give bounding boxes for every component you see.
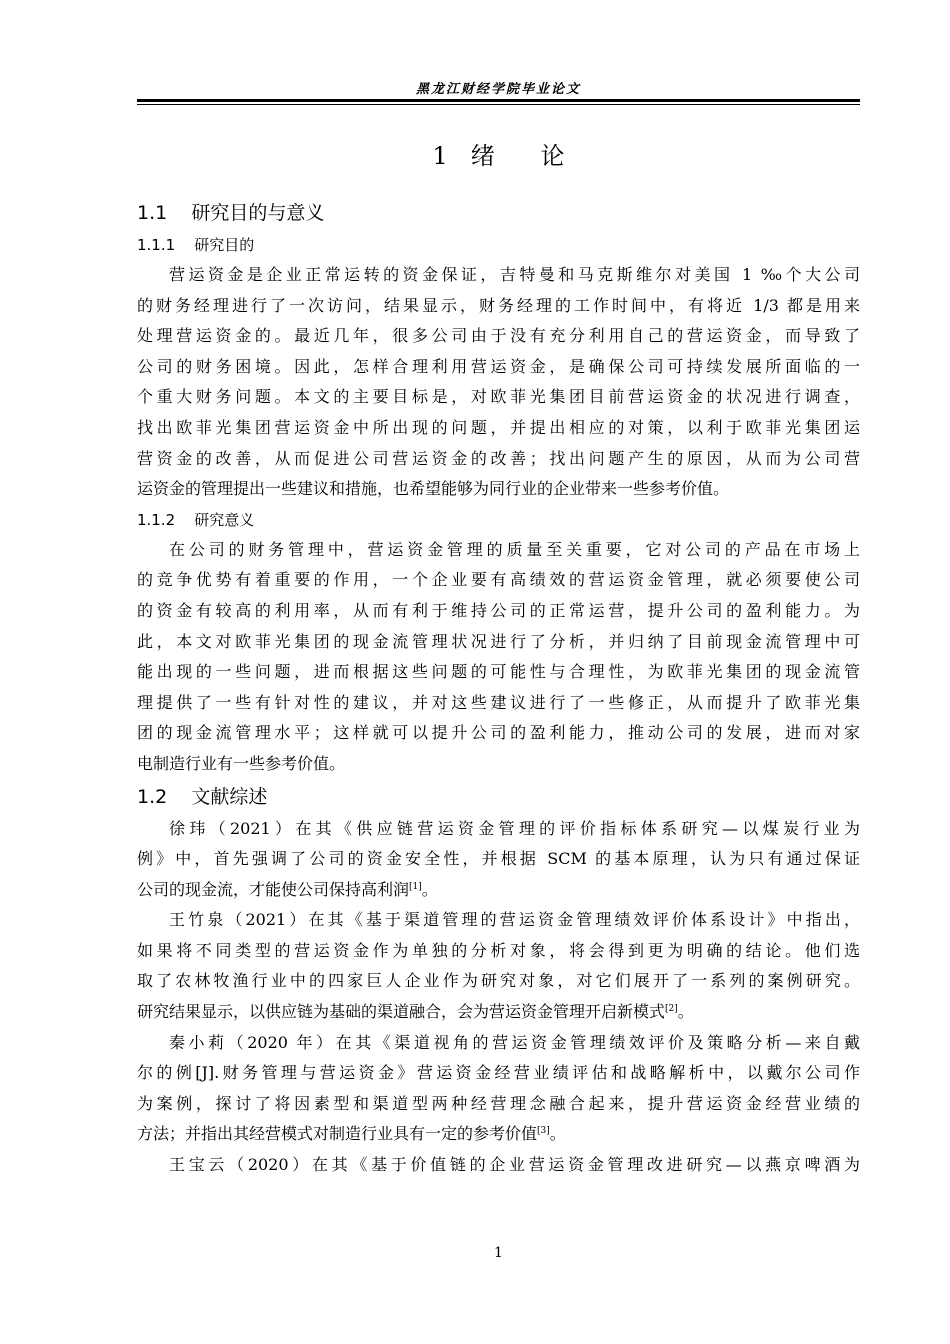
paragraph-line [137, 1119, 860, 1150]
paragraph-text: 方法；并指出其经营模式对制造行业具有一定的参考价值 [137, 1124, 538, 1144]
header-rule-thin [137, 104, 860, 105]
section-heading-1-1: 1.1 研究目的与意义 [137, 202, 325, 224]
header-rule-thick [137, 99, 860, 102]
section-heading-1-2: 1.2 文献综述 [137, 785, 268, 808]
paragraph-line: 王宝云（2020）在其《基于价值链的企业营运资金管理改进研究—以燕京啤酒为 [169, 1155, 860, 1175]
paragraph-line [137, 875, 860, 906]
paragraph-text: 。 [421, 879, 438, 899]
chapter-title: 1 绪 论 [432, 142, 565, 170]
paragraph-line: 如果将不同类型的营运资金作为单独的分析对象，将会得到更为明确的结论。他们选 [137, 940, 860, 960]
running-header: 黑龙江财经学院毕业论文 [415, 82, 581, 97]
paragraph-literature-xu [137, 814, 860, 906]
paragraph-literature-qin [137, 1028, 860, 1150]
paragraph-line: 营运资金是企业正常运转的资金保证，吉特曼和马克斯维尔对美国 1 ‰个大公司 [169, 265, 860, 284]
paragraph-line: 营资金的改善，从而促进公司营运资金的改善；找出问题产生的原因，从而为公司营 [137, 448, 860, 468]
paragraph-line: 取了农林牧渔行业中的四家巨人企业作为研究对象，对它们展开了一系列的案例研究。 [137, 971, 860, 991]
citation-ref: [3] [537, 1126, 550, 1137]
section-heading-1-1-1: 1.1.1 研究目的 [137, 236, 255, 254]
paragraph-line: 电制造行业有一些参考价值。 [137, 753, 346, 773]
paragraph-text: 。 [549, 1124, 566, 1144]
paragraph-line [137, 997, 860, 1028]
paragraph-line: 找出欧菲光集团营运资金中所出现的问题，并提出相应的对策，以利于欧菲光集团运 [137, 417, 860, 437]
paragraph-text: 公司的现金流，才能使公司保持高利润 [137, 879, 410, 899]
citation-ref: [1] [409, 881, 422, 892]
paragraph-line: 的财务经理进行了一次访问，结果显示，财务经理的工作时间中，有将近 1/3 都是用来 [137, 295, 860, 315]
paragraph-line: 在公司的财务管理中，营运资金管理的质量至关重要，它对公司的产品在市场上 [169, 539, 860, 559]
citation-ref: [2] [665, 1004, 678, 1015]
paragraph-line: 运资金的管理提出一些建议和措施，也希望能够为同行业的企业带来一些参考价值。 [137, 479, 730, 499]
document-body [137, 196, 860, 1181]
paragraph-line: 的竞争优势有着重要的作用，一个企业要有高绩效的营运资金管理，就必须要使公司 [137, 570, 860, 590]
paragraph-line: 尔的例[J].财务管理与营运资金》营运资金经营业绩评估和战略解析中，以戴尔公司作 [137, 1063, 860, 1083]
document-page [137, 0, 860, 1344]
paragraph-line: 公司的财务困境。因此，怎样合理利用营运资金，是确保公司可持续发展所面临的一 [137, 356, 860, 376]
paragraph-line: 团的现金流管理水平；这样就可以提升公司的盈利能力，推动公司的发展，进而对家 [137, 723, 860, 743]
paragraph-line: 能出现的一些问题，进而根据这些问题的可能性与合理性，为欧菲光集团的现金流管 [137, 662, 860, 682]
paragraph-literature-wang-zhuquan [137, 905, 860, 1027]
paragraph-text: 研究结果显示，以供应链为基础的渠道融合，会为营运资金管理开启新模式 [137, 1002, 666, 1022]
page-number: 1 [494, 1245, 503, 1261]
paragraph-line: 秦小莉（2020 年）在其《渠道视角的营运资金管理绩效评价及策略分析—来自戴 [169, 1032, 860, 1052]
paragraph-research-significance [137, 535, 860, 780]
paragraph-research-purpose [137, 260, 860, 505]
paragraph-line: 理提供了一些有针对性的建议，并对这些建议进行了一些修正，从而提升了欧菲光集 [137, 692, 860, 712]
section-heading-1-1-2: 1.1.2 研究意义 [137, 510, 255, 529]
paragraph-literature-wang-baoyun [137, 1150, 860, 1181]
paragraph-line: 为案例，探讨了将因素型和渠道型两种经营理念融合起来，提升营运资金经营业绩的 [137, 1093, 860, 1113]
paragraph-line: 的资金有较高的利用率，从而有利于维持公司的正常运营，提升公司的盈利能力。为 [137, 600, 860, 620]
paragraph-text: 。 [677, 1002, 694, 1022]
paragraph-line: 个重大财务问题。本文的主要目标是，对欧菲光集团目前营运资金的状况进行调查， [137, 387, 860, 407]
paragraph-line: 例》中，首先强调了公司的资金安全性，并根据 SCM 的基本原理，认为只有通过保证 [137, 849, 860, 869]
paragraph-line: 王竹泉（2021）在其《基于渠道管理的营运资金管理绩效评价体系设计》中指出， [169, 910, 860, 930]
paragraph-line: 处理营运资金的。最近几年，很多公司由于没有充分利用自己的营运资金，而导致了 [137, 326, 860, 346]
paragraph-line: 此，本文对欧菲光集团的现金流管理状况进行了分析，并归纳了目前现金流管理中可 [137, 631, 860, 651]
paragraph-line: 徐玮（2021）在其《供应链营运资金管理的评价指标体系研究—以煤炭行业为 [169, 818, 860, 838]
